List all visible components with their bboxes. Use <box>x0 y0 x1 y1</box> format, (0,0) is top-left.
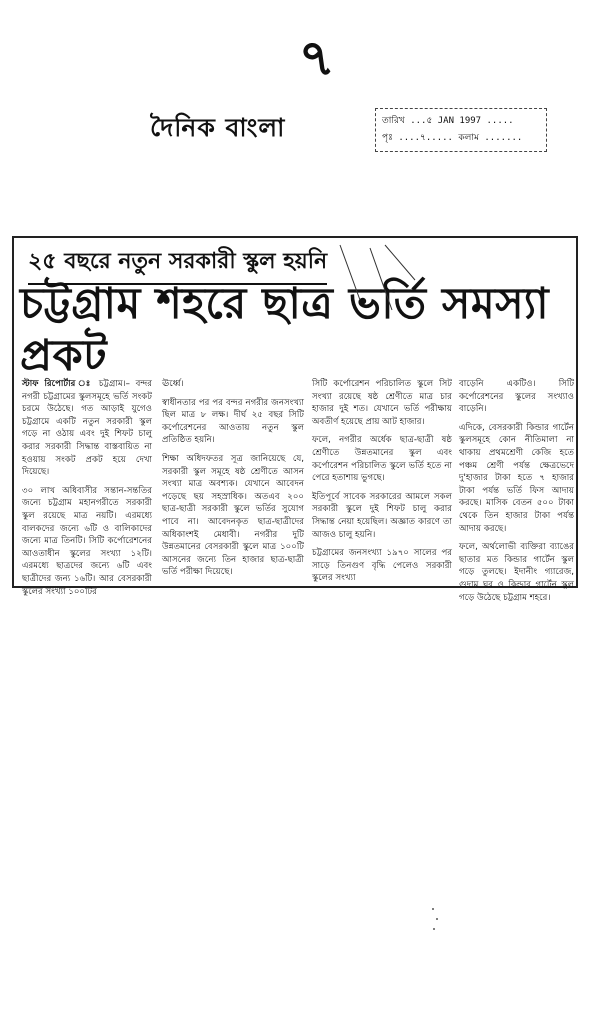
column-paragraph: এদিকে, বেসরকারী কিন্ডার গার্টেন স্কুলসমূহে কোন নীতিমালা না থাকায় প্রথমশ্রেণী কেজি হতে পঞ্চম শ্রেণী পর্যন্ত ক্ষেত্রভেদে দু'হাজার টাকা হতে ৭ হাজার টাকা পর্যন্ত ভর্তি ফিস আদায় করছে। মাসিক বেতন ৫০০ টাকা থেকে তিন হাজার টাকা পর্যন্ত আদায় করছে। <box>459 422 574 534</box>
column-paragraph: ফলে, অর্থলোভী ব্যক্তিরা ব্যাঙের ছাতার মত কিন্ডার গার্টেন স্কুল গড়ে তুলছে। ইদানীং গ্যারেজ, গুদাম ঘর ও কিন্ডার গার্টেন স্কুল গড়ে উঠেছে চট্টগ্রাম শহরে। <box>459 542 574 603</box>
column-paragraph: বাড়েনি একটিও। সিটি কর্পোরেশনের স্কুলের সংখ্যাও বাড়েনি। <box>459 379 574 415</box>
column-paragraph: চট্টগ্রামের জনসংখ্যা ১৯৭০ সালের পর সাড়ে তিনগুণ বৃদ্ধি পেলেও সরকারী স্কুলের সংখ্যা <box>312 548 452 584</box>
column-paragraph: ফলে, নগরীর অর্ধেক ছাত্র-ছাত্রী ষষ্ঠ শ্রেণীতে উন্নতমানের স্কুল এবং কর্পোরেশন পরিচালিত স্কুলে ভর্তি হতে না পেরে হতাশায় ভুগছে। <box>312 435 452 484</box>
page-number: ৭ <box>295 25 338 92</box>
paragraph-text: চট্টগ্রাম।– বন্দর নগরী চট্টগ্রামের স্কুলসমূহে ভর্তি সংকট চরমে উঠেছে। গত আড়াই যুগেও চট্টগ্রামে একটি নতুন সরকারী স্কুল গড়ে না ওঠায় এবং দুই শিফট চালু করার সরকারী সিদ্ধান্ত বাস্তবায়িত না হওয়ায় সংকট প্রকট হয়ে দেখা দিয়েছে। <box>22 379 152 478</box>
scan-speck <box>436 918 438 920</box>
article-column-1 <box>22 378 152 604</box>
article-column-3 <box>312 378 452 591</box>
article-byline: স্টাফ রিপোর্টার ঃ <box>22 379 94 389</box>
column-paragraph <box>22 378 152 479</box>
column-paragraph: ঊর্ধ্বে। <box>162 379 184 389</box>
date-stamp <box>375 108 547 152</box>
scan-speck <box>433 928 435 930</box>
stamp-page-line: পৃঃ ....৭..... কলাম ....... <box>382 133 523 143</box>
article-headline: চট্টগ্রাম শহরে ছাত্র ভর্তি সমস্যা প্রকট <box>20 279 550 381</box>
column-paragraph: সিটি কর্পোরেশন পরিচালিত স্কুলে সিট সংখ্যা রয়েছে ষষ্ঠ শ্রেণীতে মাত্র চার হাজার দুই শত। যেখানে ভর্তি পরীক্ষায় অবতীর্ণ হয়েছে প্রায় আট হাজার। <box>312 379 452 427</box>
column-paragraph: স্বাধীনতার পর পর বন্দর নগরীর জনসংখ্যা ছিল মাত্র ৮ লক্ষ। দীর্ঘ ২৫ বছর সিটি কর্পোরেশনের আওতায় নতুন স্কুল প্রতিষ্ঠিত হয়নি। <box>162 397 304 446</box>
article-column-4 <box>459 378 574 610</box>
article-column-2 <box>162 378 304 585</box>
stamp-date-line: তারিখ ...৫ JAN 1997 ..... <box>382 116 514 126</box>
scan-speck <box>432 908 434 910</box>
pen-scribble-mark <box>330 240 420 340</box>
column-paragraph: ৩০ লাখ অধিবাসীর সন্তান-সন্ততির জন্যে চট্টগ্রাম মহানগরীতে সরকারী স্কুল রয়েছে মাত্র নয়টি। এরমধ্যে বালকদের জন্যে ৬টি ও বালিকাদের জন্যে মাত্র তিনটি। সিটি কর্পোরেশনের আওতাধীন স্কুলের সংখ্যা ১২টি। এরমধ্যে ছাত্রদের জন্যে ৬টি এবং ছাত্রীদের জন্য ১৬টি। আর বেসরকারী স্কুলের সংখ্যা ১০০টির <box>22 485 152 597</box>
news-clipping <box>12 236 578 603</box>
article-kicker: ২৫ বছরে নতুন সরকারী স্কুল হয়নি <box>28 244 327 285</box>
newspaper-name: দৈনিক বাংলা <box>150 113 286 142</box>
column-paragraph: শিক্ষা অধিদফতর সূত্র জানিয়েছে যে, সরকারী স্কুল সমূহে ষষ্ঠ শ্রেণীতে আসন সংখ্যা মাত্র অবশ্যক। যেখানে আবেদন পড়েছে ছয় সহস্রাধিক। অতএব ২০০ ছাত্র-ছাত্রী সরকারী স্কুলে ভর্তির সুযোগ পাবে না। আবেদনকৃত ছাত্র-ছাত্রীদের অধিকাংশই মেধাবী। নগরীর দুটি উন্নতমানের বেসরকারী স্কুলে মাত্র ১০০টি আসনের জন্যে তিন হাজার ছাত্র-ছাত্রী ভর্তি পরীক্ষা দিয়েছে। <box>162 453 304 578</box>
column-paragraph: ইতিপূর্বে সাবেক সরকারের আমলে সকল সরকারী স্কুলে দুই শিফট চালু করার সিদ্ধান্ত নেয়া হয়েছিল। অজ্ঞাত কারণে তা আজও চালু হয়নি। <box>312 491 452 540</box>
